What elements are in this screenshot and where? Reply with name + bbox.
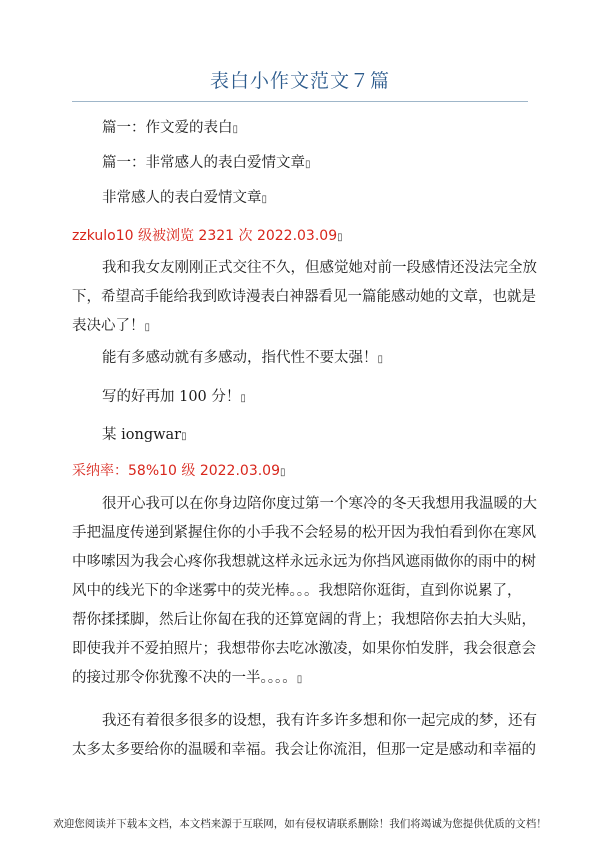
- marker: ▯: [377, 354, 384, 365]
- meta-text: zzkulo10 级被浏览 2321 次 2022.03.09: [72, 228, 338, 244]
- text-line: 风中的线光下的伞迷雾中的荧光棒。。。我想陪你逛街，直到你说累了，: [72, 583, 522, 599]
- text-line: 帮你揉揉脚，然后让你匐在我的还算宽阔的背上；我想陪你去拍大头贴，: [72, 612, 536, 628]
- meta-text: 采纳率：58%10 级 2022.03.09: [72, 463, 280, 479]
- question-paragraph: [72, 254, 537, 342]
- text-line: 即使我并不爱拍照片；我想带你去吃冰激凌，如果你怕发胖，我会很意会: [72, 641, 536, 657]
- footer-disclaimer: 欢迎您阅读并下载本文档，本文档来源于互联网，如有侵权请联系删除！我们将竭诚为您提供优质的文档！: [53, 818, 547, 830]
- marker: ▯: [181, 431, 187, 442]
- document-title: 表白小作文范文７篇: [209, 70, 390, 92]
- text-line: [72, 312, 528, 342]
- answer-paragraph: [72, 490, 537, 694]
- text-line: [72, 348, 558, 370]
- text-line: [72, 387, 558, 409]
- marker: ▯: [296, 674, 303, 685]
- marker: ▯: [337, 232, 343, 243]
- marker: ▯: [261, 194, 268, 205]
- text-line: 下，希望高手能给我到欧诗漫表白神器看见一篇能感动她的文章，也就是: [72, 289, 536, 305]
- marker: ▯: [240, 393, 246, 404]
- answer-meta: [72, 461, 528, 483]
- author-line: [72, 425, 558, 447]
- marker: ▯: [144, 322, 151, 333]
- text-line: 我和我女友刚刚正式交往不久，但感觉她对前一段感情还没法完全放: [102, 260, 537, 276]
- text-line: 我还有着很多很多的设想，我有许多许多想和你一起完成的梦，还有: [102, 713, 537, 729]
- line-text: 能有多感动就有多感动，指代性不要太强！: [102, 350, 378, 366]
- line-text: 写的好再加 100 分！: [102, 389, 241, 405]
- line-text: 表决心了！: [72, 318, 145, 334]
- text-line: 手把温度传递到紧握住你的小手我不会轻易的松开因为我怕看到你在寒风: [72, 525, 536, 541]
- title-divider: [72, 101, 528, 102]
- text-line: 很开心我可以在你身边陪你度过第一个寒冷的冬天我想用我温暖的大: [102, 496, 537, 512]
- list-item: [72, 188, 558, 210]
- line-text: 某 iongwar: [102, 427, 182, 443]
- item-text: 篇一：作文爱的表白: [102, 120, 233, 136]
- line-text: 的接过那令你犹豫不决的一半。。。。: [72, 670, 297, 686]
- answer-paragraph: [72, 707, 537, 765]
- list-item: [72, 153, 558, 175]
- list-item: [72, 118, 558, 140]
- item-text: 非常感人的表白爱情文章: [102, 190, 262, 206]
- item-text: 篇一：非常感人的表白爱情文章: [102, 155, 305, 171]
- marker: ▯: [305, 159, 311, 170]
- text-line: [72, 664, 528, 694]
- question-meta: [72, 226, 528, 248]
- text-line: 太多太多要给你的温暖和幸福。我会让你流泪，但那一定是感动和幸福的: [72, 742, 536, 758]
- marker: ▯: [232, 124, 239, 135]
- marker: ▯: [280, 467, 286, 478]
- text-line: 中哆嗦因为我会心疼你我想就这样永远永远为你挡风遮雨做你的雨中的树: [72, 554, 536, 570]
